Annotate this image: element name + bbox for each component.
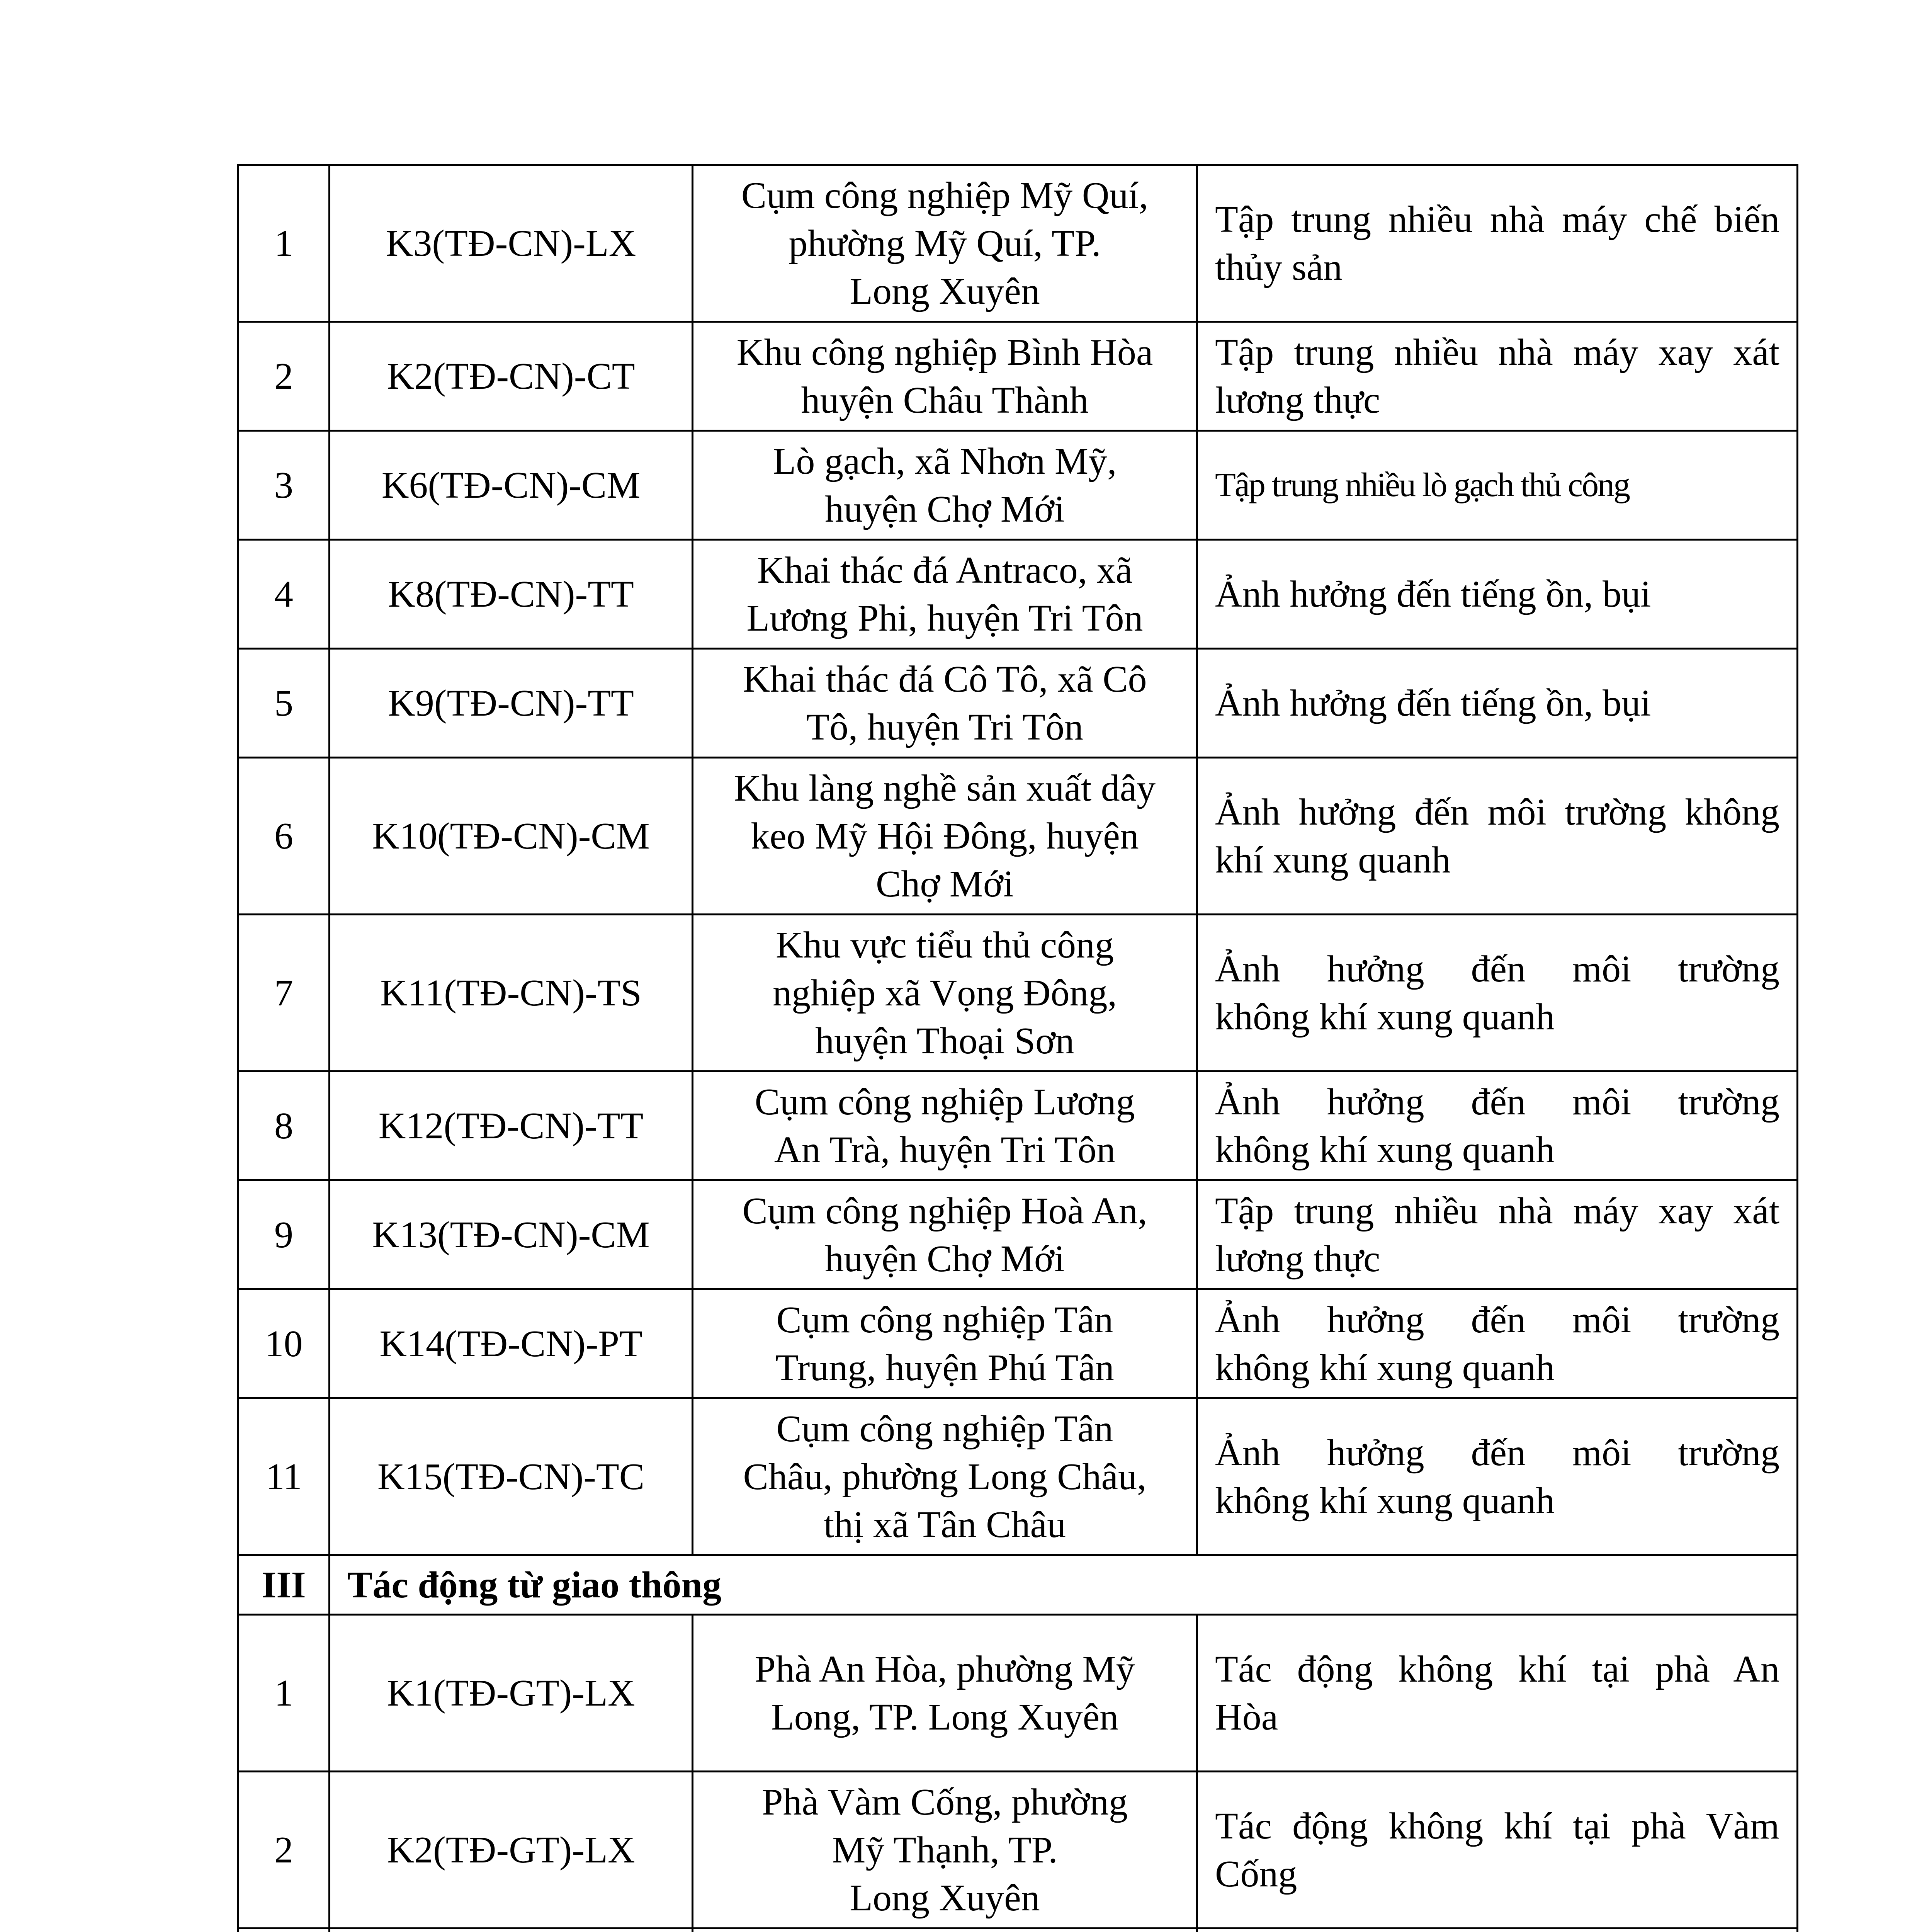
location-line: phường Mỹ Quí, TP.: [789, 222, 1101, 264]
description-line: Ảnh hưởng đến môi trường: [1215, 1432, 1779, 1474]
description-line: Tập trung nhiều nhà máy xay xát: [1215, 331, 1779, 373]
description-cell: [1197, 322, 1798, 431]
location-line: huyện Châu Thành: [801, 379, 1089, 421]
location-line: Lương Phi, huyện Tri Tôn: [746, 597, 1143, 639]
location-line: Cụm công nghiệp Lương: [755, 1081, 1135, 1123]
table-row: [238, 431, 1798, 540]
point-code: K1(TĐ-GT)-LX: [330, 1615, 693, 1772]
description-line: Ảnh hưởng đến môi trường không: [1215, 791, 1779, 833]
point-code: K12(TĐ-CN)-TT: [330, 1071, 693, 1180]
location-line: Chợ Mới: [876, 863, 1014, 905]
description-line: thủy sản: [1215, 246, 1343, 288]
description-cell: [1197, 1398, 1798, 1555]
point-code: K2(TĐ-GT)-LX: [330, 1772, 693, 1929]
location-line: Khu công nghiệp Bình Hòa: [736, 331, 1153, 373]
description-cell: [1197, 540, 1798, 649]
table-row: [238, 758, 1798, 915]
table-row: [238, 1772, 1798, 1929]
location-cell: [693, 758, 1197, 915]
point-code: K6(TĐ-CN)-CM: [330, 431, 693, 540]
location-line: Lò gạch, xã Nhơn Mỹ,: [773, 440, 1117, 482]
location-line: Cụm công nghiệp Tân: [776, 1299, 1113, 1341]
location-line: Khu vực tiểu thủ công: [775, 924, 1114, 966]
row-number: 3: [238, 431, 330, 540]
description-cell: [1197, 915, 1798, 1071]
table-row: [238, 322, 1798, 431]
point-code: K15(TĐ-CN)-TC: [330, 1398, 693, 1555]
location-cell: [693, 1289, 1197, 1398]
location-cell: [693, 1772, 1197, 1929]
description-cell: [1197, 1289, 1798, 1398]
location-line: Cụm công nghiệp Hoà An,: [742, 1190, 1147, 1232]
description-line: không khí xung quanh: [1215, 996, 1555, 1038]
point-code: K10(TĐ-CN)-CM: [330, 758, 693, 915]
row-number: 10: [238, 1289, 330, 1398]
row-number: 4: [238, 540, 330, 649]
description-line: Cống: [1215, 1853, 1297, 1895]
description-line: không khí xung quanh: [1215, 1129, 1555, 1171]
location-line: Long Xuyên: [850, 270, 1040, 312]
description-cell: [1197, 1772, 1798, 1929]
location-line: An Trà, huyện Tri Tôn: [774, 1129, 1116, 1171]
location-line: Phà Vàm Cống, phường: [761, 1781, 1128, 1823]
row-number: 2: [238, 1772, 330, 1929]
section-row: [238, 1555, 1798, 1615]
location-cell: [693, 1071, 1197, 1180]
location-line: Châu, phường Long Châu,: [743, 1456, 1147, 1498]
description-line: Tập trung nhiều nhà máy xay xát: [1215, 1190, 1779, 1232]
description-line: Hòa: [1215, 1696, 1278, 1738]
description-cell: [1197, 1071, 1798, 1180]
description-line: Ảnh hưởng đến môi trường: [1215, 1299, 1779, 1341]
description-line: lương thực: [1215, 1238, 1380, 1280]
row-number: [238, 1929, 330, 1932]
location-line: Long, TP. Long Xuyên: [771, 1696, 1119, 1738]
table-row: [238, 540, 1798, 649]
location-line: Khai thác đá Antraco, xã: [757, 549, 1133, 591]
description-line: Ảnh hưởng đến môi trường: [1215, 1081, 1779, 1123]
description-cell: [1197, 1615, 1798, 1772]
point-code: K2(TĐ-CN)-CT: [330, 322, 693, 431]
location-cell: [693, 322, 1197, 431]
point-code: K11(TĐ-CN)-TS: [330, 915, 693, 1071]
table-row: [238, 649, 1798, 758]
row-number: 1: [238, 1615, 330, 1772]
location-line: Cụm công nghiệp Tân: [776, 1408, 1113, 1450]
point-code: [330, 1929, 693, 1932]
row-number: 7: [238, 915, 330, 1071]
location-line: Trung, huyện Phú Tân: [775, 1347, 1114, 1389]
section-title: Tác động từ giao thông: [330, 1555, 1798, 1615]
description-line: Tác động không khí tại phà An: [1215, 1648, 1779, 1690]
location-cell: [693, 1180, 1197, 1289]
monitoring-points-table: [237, 164, 1798, 1932]
description-line: Ảnh hưởng đến tiếng ồn, bụi: [1215, 682, 1651, 724]
location-line: keo Mỹ Hội Đông, huyện: [751, 815, 1139, 857]
location-cell: [693, 431, 1197, 540]
description-line: lương thực: [1215, 379, 1380, 421]
location-cell: [693, 540, 1197, 649]
table-row: [238, 165, 1798, 322]
description-line: Tập trung nhiều nhà máy chế biến: [1215, 198, 1779, 240]
description-cell: [1197, 758, 1798, 915]
description-line: không khí xung quanh: [1215, 1480, 1555, 1522]
location-cell: [693, 1398, 1197, 1555]
table-row: [238, 1180, 1798, 1289]
row-number: 8: [238, 1071, 330, 1180]
location-line: Mỹ Thạnh, TP.: [832, 1829, 1058, 1871]
description-cell: [1197, 431, 1798, 540]
description-line: không khí xung quanh: [1215, 1347, 1555, 1389]
description-cell: [1197, 649, 1798, 758]
description-cell: [1197, 165, 1798, 322]
description-line: Ảnh hưởng đến môi trường: [1215, 948, 1779, 990]
location-line: Khu làng nghề sản xuất dây: [734, 767, 1156, 809]
table-row: [238, 1929, 1798, 1932]
location-cell: [693, 649, 1197, 758]
row-number: 6: [238, 758, 330, 915]
location-cell: [693, 165, 1197, 322]
row-number: 11: [238, 1398, 330, 1555]
location-cell: [693, 915, 1197, 1071]
description-line: Tác động không khí tại phà Vàm: [1215, 1805, 1779, 1847]
description-line: khí xung quanh: [1215, 839, 1451, 881]
description-cell: [1197, 1180, 1798, 1289]
description-line: Ảnh hưởng đến tiếng ồn, bụi: [1215, 573, 1651, 615]
point-code: K9(TĐ-CN)-TT: [330, 649, 693, 758]
row-number: 5: [238, 649, 330, 758]
table-row: [238, 1398, 1798, 1555]
point-code: K3(TĐ-CN)-LX: [330, 165, 693, 322]
point-code: K8(TĐ-CN)-TT: [330, 540, 693, 649]
section-label: III: [238, 1555, 330, 1615]
location-cell: [693, 1615, 1197, 1772]
table-row: [238, 1289, 1798, 1398]
table-row: [238, 1071, 1798, 1180]
location-line: Phà An Hòa, phường Mỹ: [755, 1648, 1135, 1690]
location-line: huyện Chợ Mới: [825, 1238, 1065, 1280]
table-row: [238, 1615, 1798, 1772]
row-number: 9: [238, 1180, 330, 1289]
location-line: thị xã Tân Châu: [824, 1503, 1066, 1546]
location-cell: [693, 1929, 1197, 1932]
row-number: 2: [238, 322, 330, 431]
point-code: K13(TĐ-CN)-CM: [330, 1180, 693, 1289]
location-line: Cụm công nghiệp Mỹ Quí,: [741, 174, 1149, 216]
location-line: Khai thác đá Cô Tô, xã Cô: [743, 658, 1147, 700]
location-line: Long Xuyên: [850, 1877, 1040, 1919]
row-number: 1: [238, 165, 330, 322]
table-body: [238, 165, 1798, 1932]
table-row: [238, 915, 1798, 1071]
location-line: Tô, huyện Tri Tôn: [806, 706, 1083, 748]
description-line: Tập trung nhiều lò gạch thủ công: [1215, 466, 1630, 504]
location-line: huyện Thoại Sơn: [815, 1020, 1074, 1062]
location-line: nghiệp xã Vọng Đông,: [773, 972, 1117, 1014]
description-cell: [1197, 1929, 1798, 1932]
point-code: K14(TĐ-CN)-PT: [330, 1289, 693, 1398]
location-line: huyện Chợ Mới: [825, 488, 1065, 530]
